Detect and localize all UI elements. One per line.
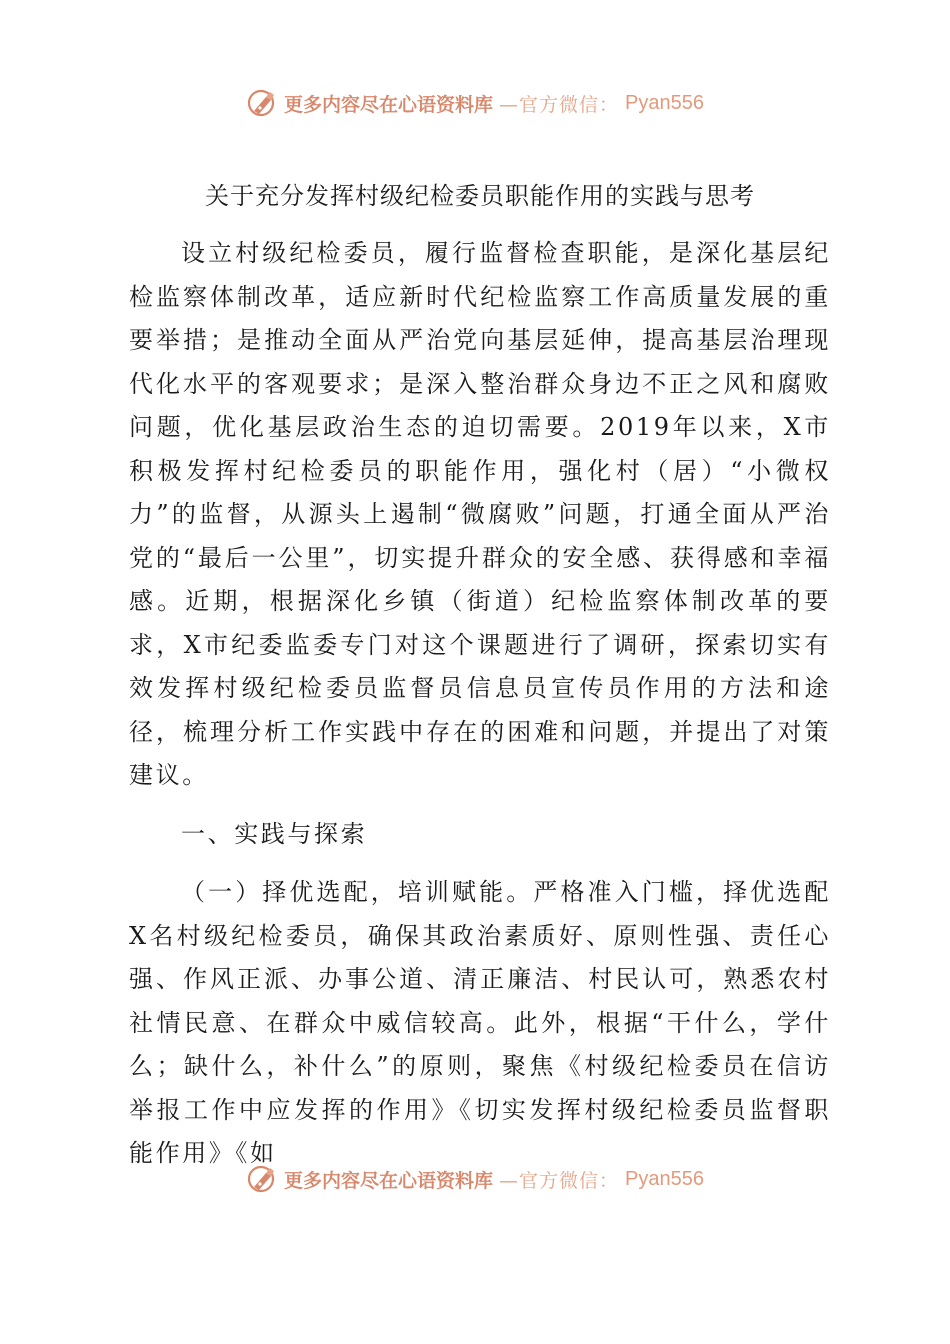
banner-wechat-label: —官方微信： (499, 1169, 620, 1192)
banner-site-name: 更多内容尽在心语资料库 (284, 1169, 494, 1192)
banner-wechat-id: Pyan556 (625, 1167, 704, 1190)
section-paragraph: （一）择优选配，培训赋能。严格准入门槛，择优选配X名村级纪检委员，确保其政治素质好、原则性强、责任心强、作风正派、办事公道、清正廉洁、村民认可，熟悉农村社情民意、在群众中威信较高。此外，根据“干什么，学什么；缺什么，补什么”的原则，聚焦《村级纪检委员在信访举报工作中应发挥的作用》《切实发挥村级纪检委员监督职能作用》《如 (129, 878, 831, 1167)
intro-paragraph: 设立村级纪检委员，履行监督检查职能，是深化基层纪检监察体制改革，适应新时代纪检监察工作高质量发展的重要举措；是推动全面从严治党向基层延伸，提高基层治理现代化水平的客观要求；是深入整治群众身边不正之风和腐败问题，优化基层政治生态的迫切需要。2019年以来，X市积极发挥村纪检委员的职能作用，强化村（居）“小微权力”的监督，从源头上遏制“微腐败”问题，打通全面从严治党的“最后一公里”，切实提升群众的安全感、获得感和幸福感。近期，根据深化乡镇（街道）纪检监察体制改革的要求，X市纪委监委专门对这个课题进行了调研，探索切实有效发挥村级纪检委员监督员信息员宣传员作用的方法和途径，梳理分析工作实践中存在的困难和问题，并提出了对策建议。 (129, 239, 831, 789)
pen-logo-icon (246, 87, 278, 119)
banner-wechat-id: Pyan556 (625, 91, 704, 114)
document-title: 关于充分发挥村级纪检委员职能作用的实践与思考 (205, 182, 755, 210)
banner-site-name: 更多内容尽在心语资料库 (284, 93, 494, 116)
document-body (129, 178, 831, 1176)
watermark-banner-bottom (0, 1162, 950, 1196)
section-heading: 一、实践与探索 (181, 819, 368, 848)
watermark-banner-top (0, 86, 950, 120)
banner-wechat-label: —官方微信： (499, 93, 620, 116)
pen-logo-icon (246, 1163, 278, 1195)
